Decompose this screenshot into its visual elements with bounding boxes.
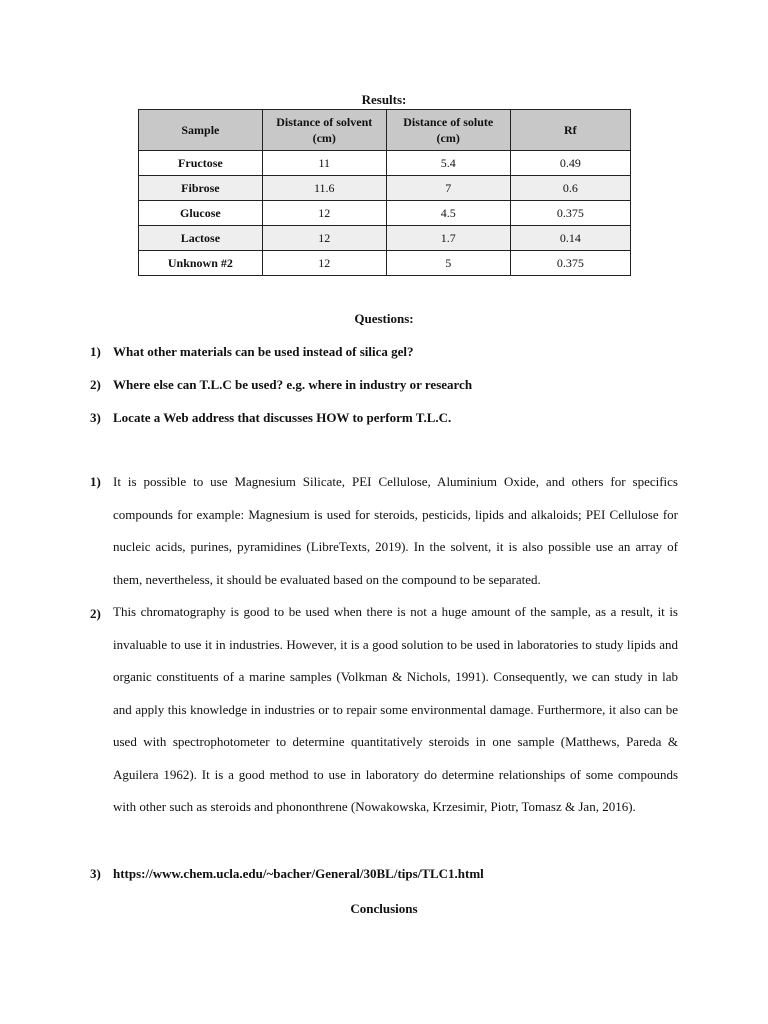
results-title: Results:: [361, 92, 407, 107]
answer-text: It is possible to use Magnesium Silicate, PEI Cellulose, Aluminium Oxide, and others for specifics compounds for example: Magnesium is used for steroids, pesticids, lipids and alkaloids; PEI Cellulose for nucleic acids, purines, pyramidines (LibreTexts, 2019). In the solvent, it is also possible use an array of them, nevertheless, it should be evaluated based on the compound to be separated.: [113, 474, 678, 587]
cell-sample: Glucose: [139, 201, 263, 226]
question-item: [90, 410, 451, 426]
cell-solvent: 11: [262, 151, 386, 176]
cell-rf: 0.375: [510, 251, 630, 276]
table-row: [139, 201, 631, 226]
cell-solute: 5: [386, 251, 510, 276]
table-header-row: [139, 110, 631, 151]
cell-rf: 0.14: [510, 226, 630, 251]
answer-number: 1): [90, 474, 101, 489]
cell-sample: Unknown #2: [139, 251, 263, 276]
answer-text: This chromatography is good to be used when there is not a huge amount of the sample, as a result, it is invaluable to use it in industries. However, it is a good solution to be used in laboratories to study lipids and organic constituents of a marine samples (Volkman & Nichols, 1991). Consequently, we can study in lab and apply this knowledge in industries or to repair some environmental damage. Furthermore, it also can be used with spectrophotometer to determine quantitatively steroids in one sample (Matthews, Pareda & Aguilera 1962). It is a good method to use in laboratory do determine relationships of some compounds with other such as steroids and phononthrene (Nowakowska, Krzesimir, Piotr, Tomasz & Jan, 2016).: [113, 604, 678, 814]
cell-solute: 7: [386, 176, 510, 201]
cell-solvent: 12: [262, 251, 386, 276]
results-table: [138, 109, 631, 276]
answer-item: [90, 866, 484, 882]
header-sample: Sample: [139, 110, 263, 151]
question-item: [90, 377, 472, 393]
header-distance-solvent: Distance of solvent (cm): [262, 110, 386, 151]
answer-url: https://www.chem.ucla.edu/~bacher/General/30BL/tips/TLC1.html: [113, 866, 484, 881]
table-row: [139, 226, 631, 251]
cell-solvent: 12: [262, 226, 386, 251]
cell-rf: 0.6: [510, 176, 630, 201]
question-text: What other materials can be used instead of silica gel?: [113, 344, 414, 359]
cell-rf: 0.375: [510, 201, 630, 226]
cell-solute: 5.4: [386, 151, 510, 176]
answer-item: [90, 596, 678, 824]
answer-number: 3): [90, 866, 101, 881]
table-row: [139, 251, 631, 276]
question-item: [90, 344, 414, 360]
conclusions-title: Conclusions: [350, 901, 418, 916]
question-number: 1): [90, 344, 101, 359]
header-distance-solute: Distance of solute (cm): [386, 110, 510, 151]
cell-sample: Fructose: [139, 151, 263, 176]
cell-rf: 0.49: [510, 151, 630, 176]
question-number: 2): [90, 377, 101, 392]
cell-solute: 1.7: [386, 226, 510, 251]
cell-solvent: 12: [262, 201, 386, 226]
question-text: Locate a Web address that discusses HOW to perform T.L.C.: [113, 410, 452, 425]
questions-title: Questions:: [354, 311, 414, 326]
header-rf: Rf: [510, 110, 630, 151]
cell-solute: 4.5: [386, 201, 510, 226]
answer-number: 2): [90, 606, 101, 621]
question-text: Where else can T.L.C be used? e.g. where in industry or research: [113, 377, 473, 392]
cell-sample: Fibrose: [139, 176, 263, 201]
cell-sample: Lactose: [139, 226, 263, 251]
question-number: 3): [90, 410, 101, 425]
answer-item: [90, 466, 678, 596]
cell-solvent: 11.6: [262, 176, 386, 201]
table-row: [139, 151, 631, 176]
table-row: [139, 176, 631, 201]
